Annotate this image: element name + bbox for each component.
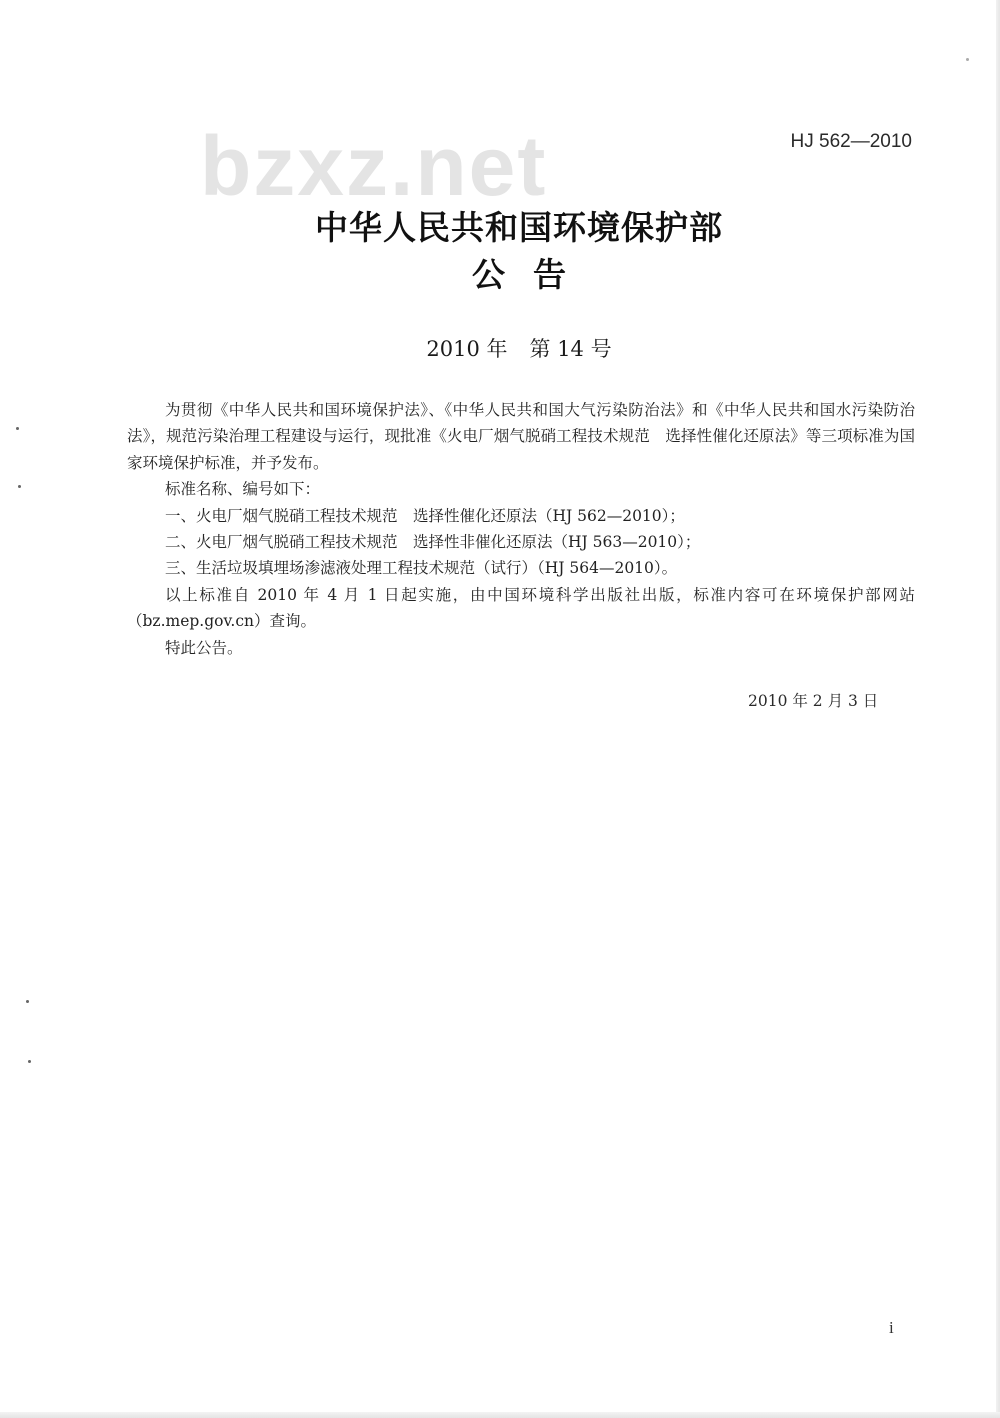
page-subtitle: 公告 [472, 255, 594, 294]
standard-item-1: 一、火电厂烟气脱硝工程技术规范 选择性催化还原法（HJ 562—2010）； [164, 506, 685, 525]
scan-speck [18, 485, 21, 488]
issue-year: 2010 年 [426, 337, 508, 361]
standard-item-2: 二、火电厂烟气脱硝工程技术规范 选择性非催化还原法（HJ 563—2010）； [164, 533, 701, 552]
standard-item-3: 三、生活垃圾填埋场渗滤液处理工程技术规范（试行）（HJ 564—2010）。 [164, 559, 678, 578]
list-heading: 标准名称、编号如下： [164, 480, 320, 499]
implementation-paragraph: 以上标准自 2010 年 4 月 1 日起实施，由中国环境科学出版社出版，标准内容可在环境保护部网站（bz.mep.gov.cn）查询。 [127, 585, 915, 631]
page-edge-bottom [0, 1412, 1000, 1418]
intro-paragraph: 为贯彻《中华人民共和国环境保护法》、《中华人民共和国大气污染防治法》和《中华人民共和国水污染防治法》，规范污染治理工程建设与运行，现批准《火电厂烟气脱硝工程技术规范 选择性催化还原法》等三项标准为国家环境保护标准，并予发布。 [127, 401, 915, 472]
issue-line [0, 333, 1000, 363]
issue-number: 第 14 号 [529, 337, 612, 361]
page-title: 中华人民共和国环境保护部 [315, 208, 723, 247]
signature-date: 2010 年 2 月 3 日 [748, 692, 879, 710]
watermark: bzxz.net [200, 119, 548, 213]
closing-line: 特此公告。 [164, 638, 243, 657]
announcement-body [127, 397, 915, 661]
scan-speck [26, 1000, 29, 1003]
scan-speck [966, 58, 969, 61]
page-number: i [889, 1318, 894, 1337]
scan-speck [28, 1060, 31, 1063]
standard-number: HJ 562—2010 [790, 131, 912, 152]
scan-speck [16, 427, 19, 430]
